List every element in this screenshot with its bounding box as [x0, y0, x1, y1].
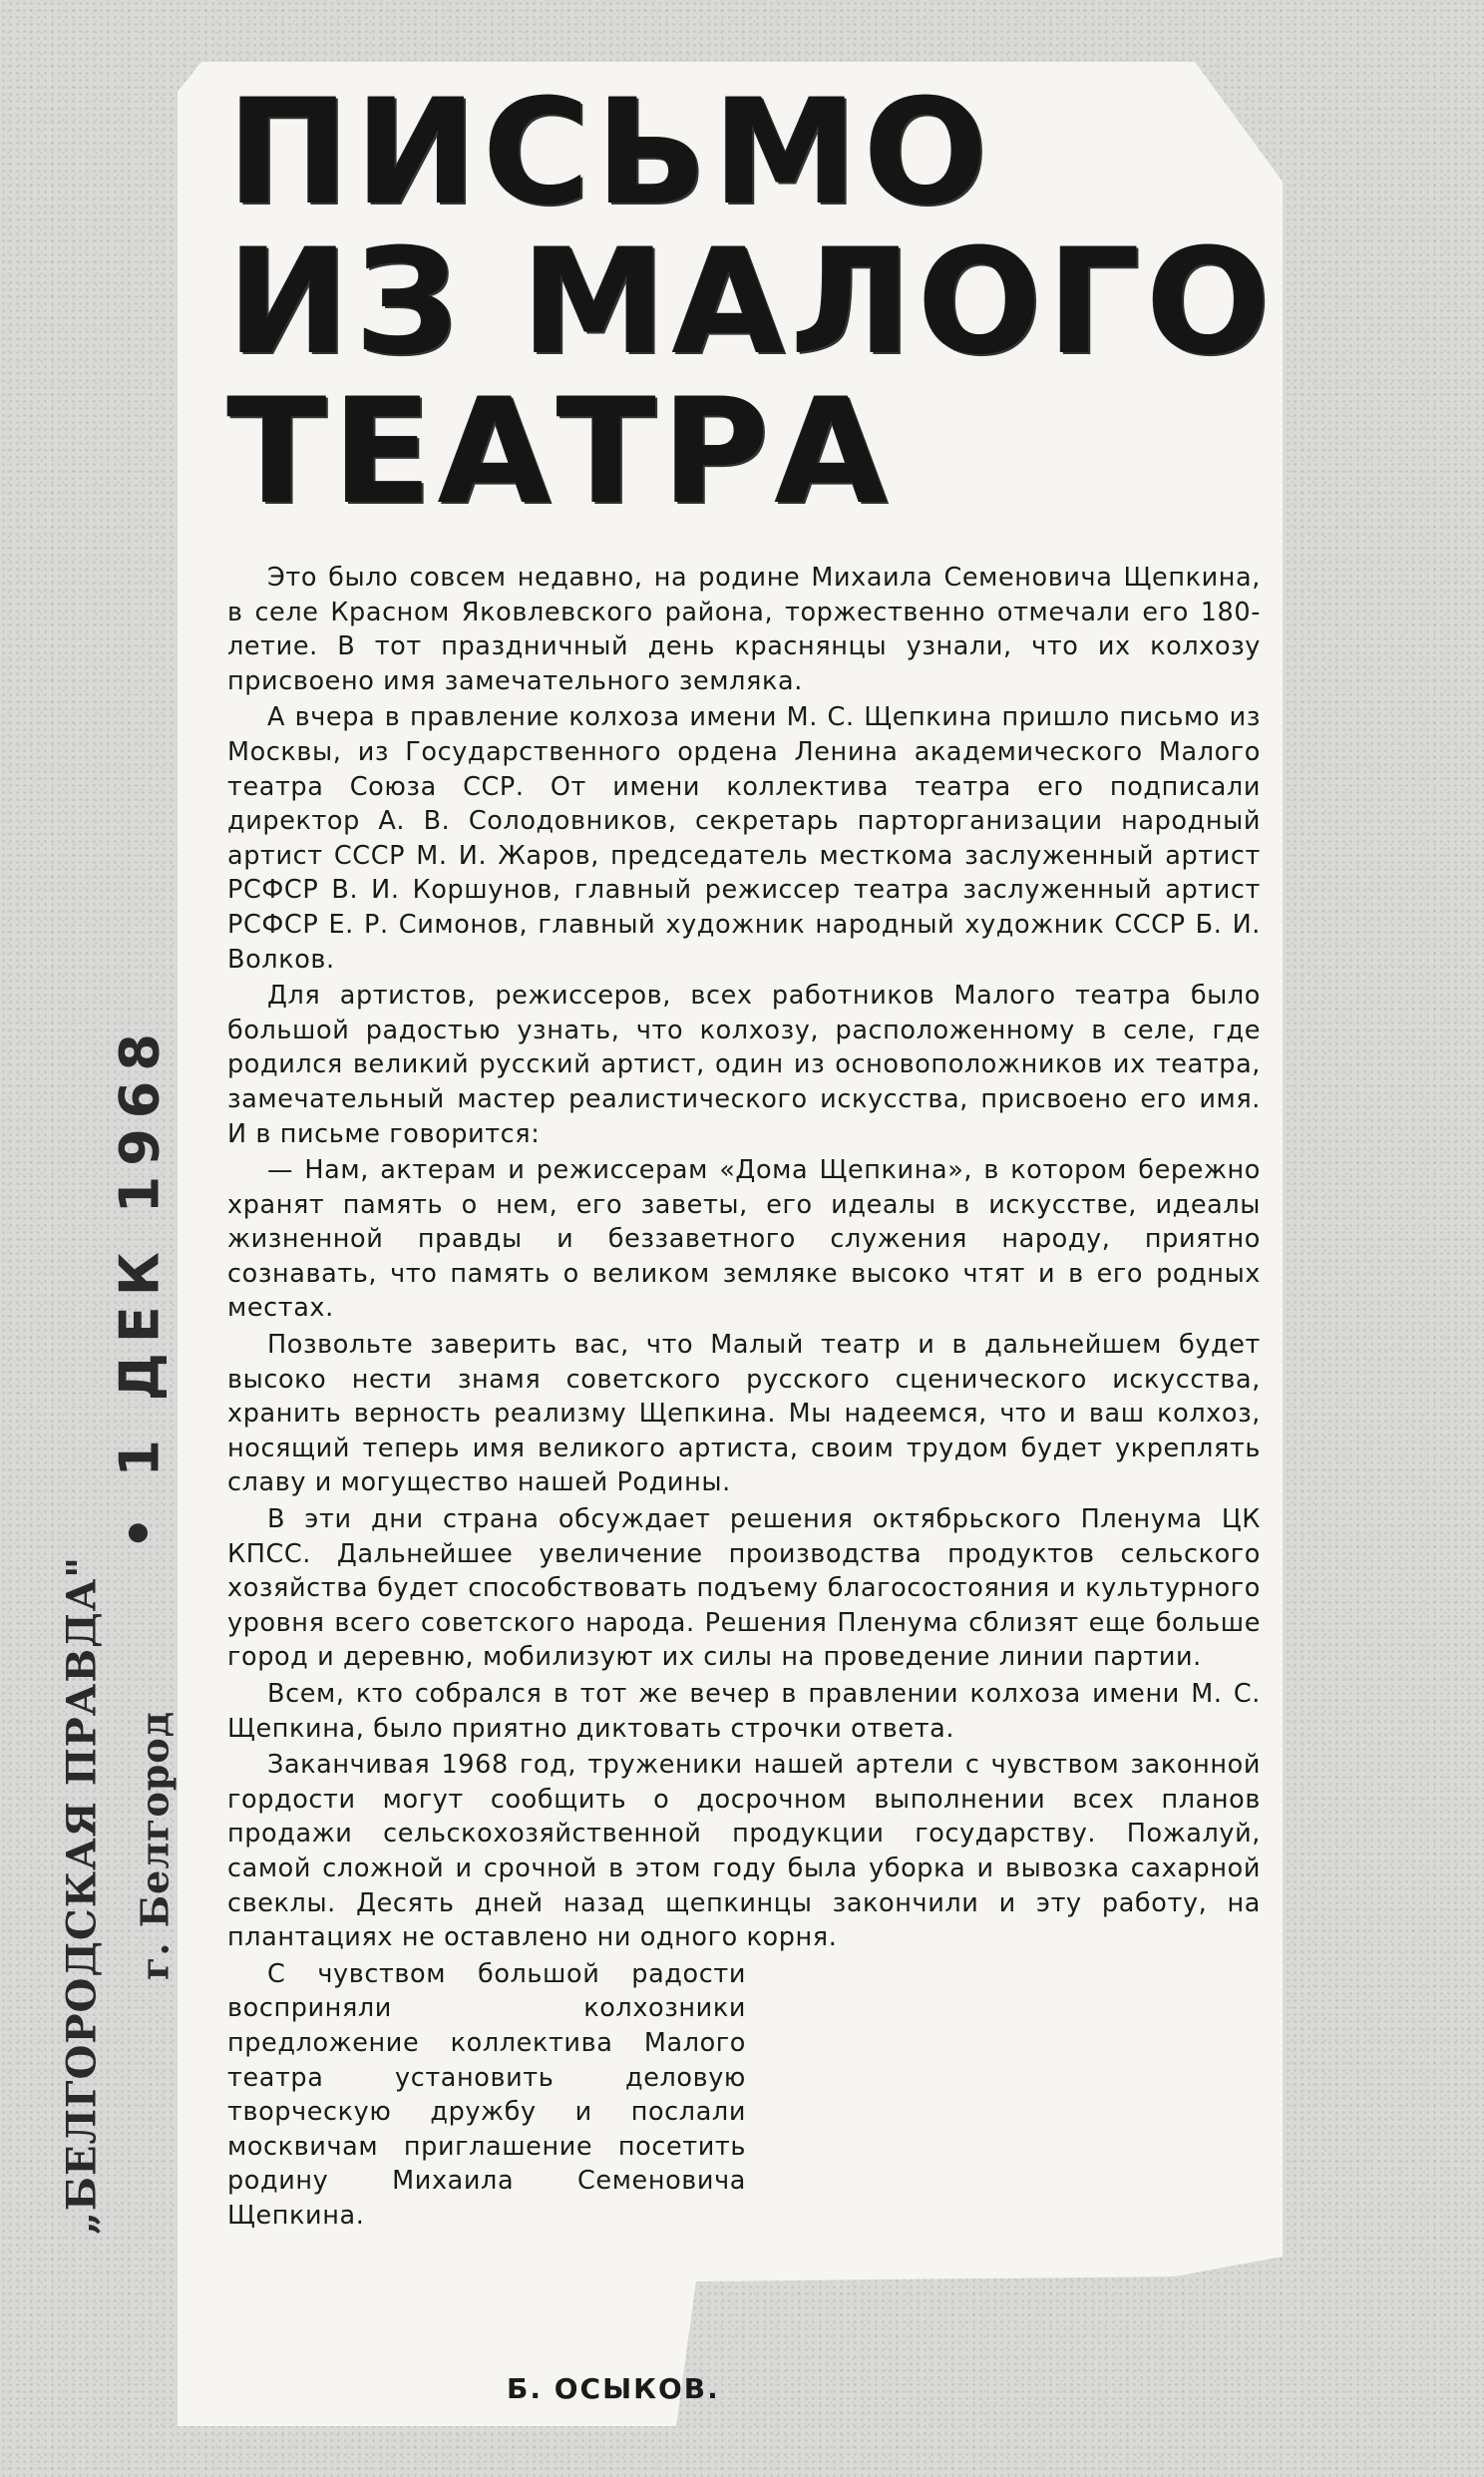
article-paragraph: Всем, кто собрался в тот же вечер в правлении колхоза имени М. С. Щепкина, было приятно диктовать строчки ответа.: [227, 1679, 1261, 1744]
article-paragraph: Это было совсем недавно, на родине Михаила Семеновича Щепкина, в селе Красном Яковлевского района, торжественно отмечали его 180-летие. В тот праздничный день краснянцы узнали, что их колхозу присвоено имя замечательного земляка.: [227, 563, 1261, 696]
article-paragraph: В эти дни страна обсуждает решения октябрьского Пленума ЦК КПСС. Дальнейшее увеличение производства продуктов сельского хозяйства будет способствовать подъему благосостояния и культурного уровня всего советского народа. Решения Пленума сблизят еще больше город и деревню, мобилизуют их силы на проведение линии партии.: [227, 1504, 1261, 1673]
article-paragraph: Позвольте заверить вас, что Малый театр и в дальнейшем будет высоко нести знамя советского русского сценического искусства, хранить верность реализму Щепкина. Мы надеемся, что и ваш колхоз, носящий теперь имя великого артиста, своим трудом будет укреплять славу и могущество нашей Родины.: [227, 1330, 1261, 1498]
headline-line-3: ТЕАТРА: [227, 367, 894, 537]
date-stamp: • 1 ДЕК 1968: [108, 1024, 172, 1550]
city-stamp: г. Белгород: [132, 1710, 178, 1981]
article-paragraph: Заканчивая 1968 год, труженики нашей артели с чувством законной гордости могут сообщить о досрочном выполнении всех планов продажи сельскохозяйственной продукции государству. Пожалуй, самой сложной и срочной в этом году была уборка и вывозка сахарной свеклы. Десять дней назад щепкинцы закончили и эту работу, на плантациях не оставлено ни одного корня.: [227, 1750, 1261, 1953]
article-headline: [227, 68, 1277, 537]
author-signature: Б. ОСЫКОВ.: [507, 2372, 720, 2405]
article-paragraph: — Нам, актерам и режиссерам «Дома Щепкина», в котором бережно хранят память о нем, его заветы, его идеалы в искусстве, идеалы жизненной правды и беззаветного служения народу, приятно сознавать, что память о великом земляке высоко чтят и в его родных местах.: [227, 1155, 1261, 1324]
article-paragraph: Для артистов, режиссеров, всех работников Малого театра было большой радостью узнать, что колхозу, расположенному в селе, где родился великий русский артист, один из основоположников их театра, замечательный мастер реалистического искусства, присвоено его имя. И в письме говорится:: [227, 981, 1261, 1149]
article-paragraph: А вчера в правление колхоза имени М. С. Щепкина пришло письмо из Москвы, из Государственного ордена Ленина академического Малого театра Союза ССР. От имени коллектива театра его подписали директор А. В. Солодовников, секретарь парторганизации народный артист СССР М. И. Жаров, председатель месткома заслуженный артист РСФСР В. И. Коршунов, главный режиссер театра заслуженный артист РСФСР Е. Р. Симонов, главный художник народный художник СССР Б. И. Волков.: [227, 702, 1261, 975]
headline-line-1: ПИСЬМО: [227, 68, 994, 237]
article-body: [227, 561, 1261, 2236]
headline-line-2: ИЗ МАЛОГО: [227, 217, 1277, 387]
article-paragraph: С чувством большой радости восприняли колхозники предложение коллектива Малого театра установить деловую творческую дружбу и послали москвичам приглашение посетить родину Михаила Семеновича Щепкина.: [227, 1958, 746, 2231]
newspaper-name-stamp: „БЕЛГОРОДСКАЯ ПРАВДА": [58, 1555, 106, 2236]
